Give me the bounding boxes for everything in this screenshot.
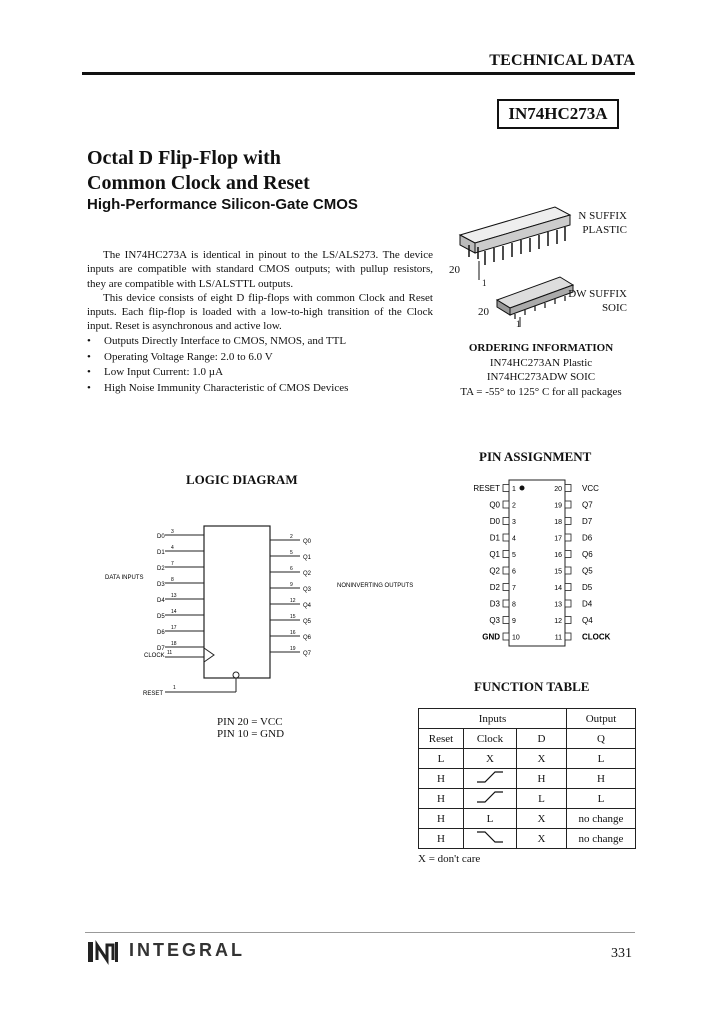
input-label: D2 xyxy=(157,566,165,572)
clock-triangle xyxy=(204,648,214,662)
output-label: Q6 xyxy=(303,635,312,641)
pin-name: D7 xyxy=(582,517,593,526)
table-cell-d: X xyxy=(517,829,567,849)
input-label: D4 xyxy=(157,598,165,604)
pin-name: Q3 xyxy=(489,616,500,625)
feature-list xyxy=(87,334,433,396)
description-paragraph: The IN74HC273A is identical in pinout to the LS/ALS273. The device inputs are compatible with standard CMOS outputs; with pullup resistors, they are compatible with LS/ALSTTL outputs. xyxy=(87,249,433,290)
table-row xyxy=(419,769,636,789)
pin-note xyxy=(217,716,284,740)
pin-stub xyxy=(565,633,571,640)
table-cell-d: X xyxy=(517,809,567,829)
table-cell-reset: H xyxy=(419,789,464,809)
table-cell-q: no change xyxy=(567,809,636,829)
table-cell-clock xyxy=(464,769,517,789)
feature-item: • High Noise Immunity Characteristic of CMOS Devices xyxy=(87,381,433,397)
ordering-line: IN74HC273AN Plastic xyxy=(489,356,593,369)
pin-stub xyxy=(565,584,571,591)
output-pin-number: 5 xyxy=(290,550,293,556)
output-group-header: Output xyxy=(567,709,636,729)
input-pin-number: 8 xyxy=(171,577,174,583)
dw-suffix-name: DW SUFFIX xyxy=(568,288,627,300)
table-cell-reset: H xyxy=(419,769,464,789)
inputs-group-header: Inputs xyxy=(419,709,567,729)
pin-name: Q7 xyxy=(582,500,593,510)
pin-stub xyxy=(503,584,509,591)
input-pin-number: 3 xyxy=(171,529,174,535)
outputs-label: NONINVERTING OUTPUTS xyxy=(337,583,414,589)
pin-number: 16 xyxy=(554,552,562,559)
pin-name: D5 xyxy=(582,583,593,592)
pin-stub xyxy=(565,600,571,607)
soic-pin20-label: 20 xyxy=(478,306,489,318)
pin-name: D2 xyxy=(489,583,500,592)
output-pin-number: 16 xyxy=(290,630,296,636)
column-header: Clock xyxy=(464,729,517,749)
n-suffix-name: N SUFFIX xyxy=(578,210,627,222)
dip-pin1-label: 1 xyxy=(482,278,487,288)
table-cell-d: X xyxy=(517,749,567,769)
pin-name: Q6 xyxy=(582,550,593,559)
ordering-temp: TA = -55° to 125° C for all packages xyxy=(460,385,622,398)
pin-assignment-diagram xyxy=(455,478,630,650)
pin-name: RESET xyxy=(473,484,500,493)
pin-note-gnd: PIN 10 = GND xyxy=(217,728,285,740)
pin-name: Q1 xyxy=(489,550,500,559)
pin-number: 18 xyxy=(554,519,562,526)
input-pin-number: 14 xyxy=(171,609,177,615)
function-table-title: FUNCTION TABLE xyxy=(474,679,590,694)
footer-rule xyxy=(85,932,635,933)
output-label: Q1 xyxy=(303,555,312,561)
pin1-dot xyxy=(520,486,525,491)
pin-note-vcc: PIN 20 = VCC xyxy=(217,716,283,728)
page-title xyxy=(87,146,310,196)
logic-diagram xyxy=(95,518,414,708)
pin-stub xyxy=(565,518,571,525)
pin-number: 10 xyxy=(512,634,520,642)
input-pin-number: 18 xyxy=(171,641,177,647)
pin-stub xyxy=(503,567,509,574)
pin-stub xyxy=(565,485,571,492)
output-pin-number: 12 xyxy=(290,598,296,604)
output-pin-number: 19 xyxy=(290,646,296,652)
table-cell-clock: X xyxy=(464,749,517,769)
input-pin-number: 4 xyxy=(171,545,174,551)
input-label: D1 xyxy=(157,550,165,556)
table-cell-clock: L xyxy=(464,809,517,829)
pin-name: Q0 xyxy=(489,500,500,510)
input-pin-number: 7 xyxy=(171,561,174,567)
output-pin-number: 2 xyxy=(290,534,293,540)
pin-stub xyxy=(565,617,571,624)
pin-number: 2 xyxy=(512,502,516,510)
n-suffix-label xyxy=(547,209,627,237)
pin-number: 15 xyxy=(554,568,562,576)
pin-name: Q2 xyxy=(489,566,500,576)
feature-item: • Operating Voltage Range: 2.0 to 6.0 V xyxy=(87,350,433,366)
pin-number: 9 xyxy=(512,618,516,625)
rising-edge-icon xyxy=(475,770,505,784)
pin-number: 19 xyxy=(554,502,562,510)
table-cell-q: L xyxy=(567,749,636,769)
pin-number: 4 xyxy=(512,535,516,543)
pin-name: Q5 xyxy=(582,566,593,576)
pin-number: 8 xyxy=(512,601,516,609)
page-subtitle: High-Performance Silicon-Gate CMOS xyxy=(87,196,358,213)
pin-name: D6 xyxy=(582,533,593,543)
column-header: D xyxy=(517,729,567,749)
function-table xyxy=(418,708,636,849)
pin-name: CLOCK xyxy=(582,632,611,642)
output-label: Q7 xyxy=(303,651,312,657)
pin-name: D3 xyxy=(489,599,500,609)
pin-stub xyxy=(503,551,509,558)
table-cell-clock xyxy=(464,789,517,809)
dip-pin20-label: 20 xyxy=(449,264,460,276)
pin-stub xyxy=(503,617,509,624)
output-label: Q0 xyxy=(303,539,312,545)
pin-name: Q4 xyxy=(582,616,593,625)
description xyxy=(87,248,433,334)
description-paragraph: This device consists of eight D flip-flops with common Clock and Reset inputs. Each flip-flop is loaded with a low-to-high transition of the Clock input. Reset is asynchronous and active low. xyxy=(87,291,433,333)
header-title: TECHNICAL DATA xyxy=(489,52,635,69)
table-cell-reset: L xyxy=(419,749,464,769)
pin-stub xyxy=(503,534,509,541)
pin-number: 7 xyxy=(512,585,516,592)
pin-number: 11 xyxy=(554,634,562,642)
output-label: Q5 xyxy=(303,619,312,625)
table-row xyxy=(419,789,636,809)
pin-number: 6 xyxy=(512,568,516,576)
table-row xyxy=(419,829,636,849)
pin-number: 3 xyxy=(512,519,516,526)
soic-pin1-label: 1 xyxy=(516,319,521,329)
pin-number: 17 xyxy=(554,535,562,543)
input-label: D5 xyxy=(157,614,165,620)
table-cell-d: L xyxy=(517,789,567,809)
reset-bubble xyxy=(233,672,239,678)
table-cell-reset: H xyxy=(419,809,464,829)
reset-label: RESET xyxy=(143,691,164,697)
title-line-2: Common Clock and Reset xyxy=(87,172,310,194)
pin-stub xyxy=(565,534,571,541)
pin-assignment-title: PIN ASSIGNMENT xyxy=(479,449,592,464)
page-number: 331 xyxy=(611,946,632,961)
ordering-information xyxy=(449,341,633,399)
falling-edge-icon xyxy=(475,830,505,844)
input-pin-number: 13 xyxy=(171,593,177,599)
pin-stub xyxy=(503,600,509,607)
table-row xyxy=(419,809,636,829)
input-label: D0 xyxy=(157,534,165,540)
clock-pin-number: 11 xyxy=(167,650,173,656)
pin-name: VCC xyxy=(582,484,599,493)
n-suffix-type: PLASTIC xyxy=(582,224,627,236)
output-pin-number: 9 xyxy=(290,582,293,588)
rising-edge-icon xyxy=(475,790,505,804)
ordering-title: ORDERING INFORMATION xyxy=(468,342,614,354)
table-cell-q: no change xyxy=(567,829,636,849)
pin-name: D0 xyxy=(489,517,500,526)
ordering-line: IN74HC273ADW SOIC xyxy=(486,371,596,383)
pin-number: 5 xyxy=(512,552,516,559)
title-line-1: Octal D Flip-Flop with xyxy=(87,147,281,169)
feature-item: • Low Input Current: 1.0 µA xyxy=(87,365,433,381)
pin-stub xyxy=(503,501,509,508)
pin-number: 12 xyxy=(554,618,562,625)
pin-number: 20 xyxy=(554,486,562,493)
table-cell-clock xyxy=(464,829,517,849)
dw-suffix-label xyxy=(547,287,627,315)
output-label: Q4 xyxy=(303,603,312,609)
pin-number: 1 xyxy=(512,486,516,493)
pin-name: D1 xyxy=(489,533,500,543)
pin-stub xyxy=(565,567,571,574)
pin-stub xyxy=(503,485,509,492)
reset-pin-number: 1 xyxy=(173,685,176,691)
integral-logo-icon xyxy=(87,939,119,965)
output-label: Q3 xyxy=(303,587,312,593)
table-note: X = don't care xyxy=(418,853,481,865)
output-pin-number: 15 xyxy=(290,614,296,620)
feature-item: • Outputs Directly Interface to CMOS, NMOS, and TTL xyxy=(87,334,433,350)
output-label: Q2 xyxy=(303,571,312,577)
data-inputs-label: DATA INPUTS xyxy=(105,575,144,581)
table-cell-reset: H xyxy=(419,829,464,849)
output-pin-number: 6 xyxy=(290,566,293,572)
pin-name: GND xyxy=(482,632,500,642)
table-row xyxy=(419,749,636,769)
pin-name: D4 xyxy=(582,599,593,609)
logic-diagram-title: LOGIC DIAGRAM xyxy=(186,472,298,487)
table-cell-q: H xyxy=(567,769,636,789)
pin-number: 14 xyxy=(554,585,562,592)
part-number-box: IN74HC273A xyxy=(497,99,619,129)
pin-stub xyxy=(565,551,571,558)
pin-stub xyxy=(565,501,571,508)
column-header: Q xyxy=(567,729,636,749)
pin-stub xyxy=(503,518,509,525)
brand-name: INTEGRAL xyxy=(129,940,245,960)
dw-suffix-type: SOIC xyxy=(601,302,627,314)
header-rule xyxy=(82,72,635,75)
input-label: D7 xyxy=(157,646,165,652)
column-header: Reset xyxy=(419,729,464,749)
input-label: D6 xyxy=(157,630,165,636)
table-cell-d: H xyxy=(517,769,567,789)
pin-stub xyxy=(503,633,509,640)
table-cell-q: L xyxy=(567,789,636,809)
input-label: D3 xyxy=(157,582,165,588)
clock-label: CLOCK xyxy=(144,653,165,659)
pin-number: 13 xyxy=(554,601,562,609)
input-pin-number: 17 xyxy=(171,625,177,631)
